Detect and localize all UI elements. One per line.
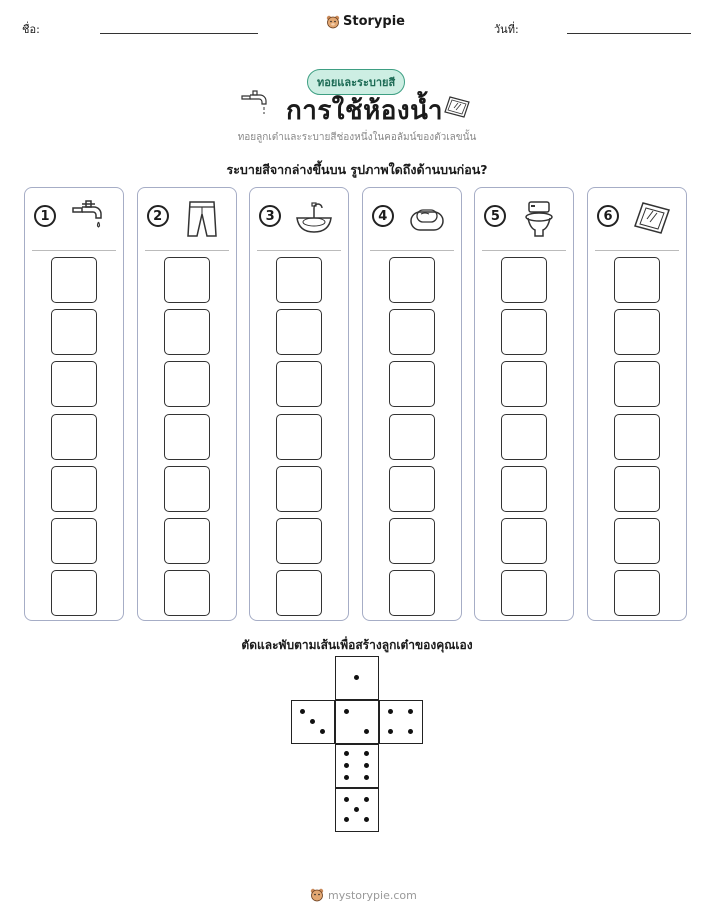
column-divider [32,250,116,251]
footer [310,888,417,902]
towel-icon [632,198,672,238]
color-cell[interactable] [51,414,97,460]
dice-pip [320,729,325,734]
column-header [475,188,573,250]
color-cell[interactable] [389,466,435,512]
color-cell[interactable] [164,361,210,407]
column-number: 1 [34,205,56,227]
color-cell[interactable] [164,257,210,303]
dice-pip [344,797,349,802]
column-4 [362,187,462,621]
instruction-question: ระบายสีจากล่างขึ้นบน รูปภาพใดถึงด้านบนก่อน? [226,162,488,177]
color-cell[interactable] [389,361,435,407]
dice-pip [364,763,369,768]
color-cell[interactable] [501,518,547,564]
brand-name: Storypie [343,14,405,29]
color-cell[interactable] [389,414,435,460]
dice-pip [300,709,305,714]
footer-website[interactable]: mystorypie.com [328,888,417,902]
color-cell[interactable] [614,309,660,355]
color-cell[interactable] [389,570,435,616]
color-cell[interactable] [164,309,210,355]
dice-pip [344,709,349,714]
color-cell[interactable] [164,518,210,564]
column-1 [24,187,124,621]
dice-pip [344,817,349,822]
color-cell[interactable] [501,361,547,407]
dice-pip [408,729,413,734]
dice-face-3 [291,700,335,744]
brand-logo [326,14,405,29]
dice-pip [310,719,315,724]
dice-face-4 [379,700,423,744]
column-6 [587,187,687,621]
column-number: 5 [484,205,506,227]
column-3 [249,187,349,621]
faucet-icon [69,198,109,238]
dice-face-5 [335,788,379,832]
dice-pip [364,729,369,734]
color-cell[interactable] [51,361,97,407]
color-cell[interactable] [614,414,660,460]
color-cell[interactable] [614,570,660,616]
date-label: วันที่: [494,23,519,36]
column-number: 3 [259,205,281,227]
column-divider [257,250,341,251]
dice-pip [344,775,349,780]
activity-tag: ทอยและระบายสี [307,69,405,95]
towel-icon [442,94,472,120]
column-divider [145,250,229,251]
color-cell[interactable] [614,361,660,407]
soap-icon [407,198,447,238]
color-cell[interactable] [389,257,435,303]
color-cell[interactable] [51,518,97,564]
column-number: 4 [372,205,394,227]
color-cell[interactable] [164,414,210,460]
color-cell[interactable] [501,570,547,616]
color-cell[interactable] [276,309,322,355]
color-cell[interactable] [501,466,547,512]
color-cell[interactable] [614,257,660,303]
pants-icon [182,198,222,238]
color-cell[interactable] [51,570,97,616]
dice-pip [364,797,369,802]
faucet-icon [240,90,274,116]
column-header [588,188,686,250]
column-header [250,188,348,250]
column-number: 2 [147,205,169,227]
column-divider [482,250,566,251]
column-divider [595,250,679,251]
column-2 [137,187,237,621]
color-cell[interactable] [501,257,547,303]
color-cell[interactable] [51,257,97,303]
bear-icon [326,15,340,29]
dice-face-2 [335,700,379,744]
color-cell[interactable] [276,257,322,303]
dice-pip [344,763,349,768]
color-cell[interactable] [389,309,435,355]
color-cell[interactable] [276,414,322,460]
color-cell[interactable] [614,466,660,512]
column-header [363,188,461,250]
dice-pip [344,751,349,756]
page-subtitle: ทอยลูกเต๋าและระบายสีช่องหนึ่งในคอลัมน์ของตัวเลขนั้น [237,132,477,143]
color-cell[interactable] [164,466,210,512]
bear-icon [310,888,324,902]
dice-pip [364,775,369,780]
dice-pip [354,675,359,680]
color-cell[interactable] [51,309,97,355]
color-cell[interactable] [389,518,435,564]
dice-face-1 [335,656,379,700]
page-title: การใช้ห้องน้ำ [286,96,443,126]
color-cell[interactable] [276,518,322,564]
color-cell[interactable] [501,309,547,355]
color-cell[interactable] [614,518,660,564]
dice-face-6 [335,744,379,788]
column-divider [370,250,454,251]
dice-pip [388,709,393,714]
dice-instruction: ตัดและพับตามเส้นเพื่อสร้างลูกเต๋าของคุณเอง [241,638,473,652]
color-cell[interactable] [51,466,97,512]
column-header [25,188,123,250]
dice-pip [364,817,369,822]
column-5 [474,187,574,621]
color-cell[interactable] [501,414,547,460]
dice-pip [388,729,393,734]
name-label: ชื่อ: [22,23,40,36]
toilet-icon [519,198,559,238]
dice-pip [364,751,369,756]
name-line[interactable] [100,33,258,34]
sink-icon [294,198,334,238]
color-cell[interactable] [276,361,322,407]
dice-pip [408,709,413,714]
color-cell[interactable] [164,570,210,616]
date-line[interactable] [567,33,691,34]
color-cell[interactable] [276,570,322,616]
column-number: 6 [597,205,619,227]
column-header [138,188,236,250]
dice-pip [354,807,359,812]
color-cell[interactable] [276,466,322,512]
